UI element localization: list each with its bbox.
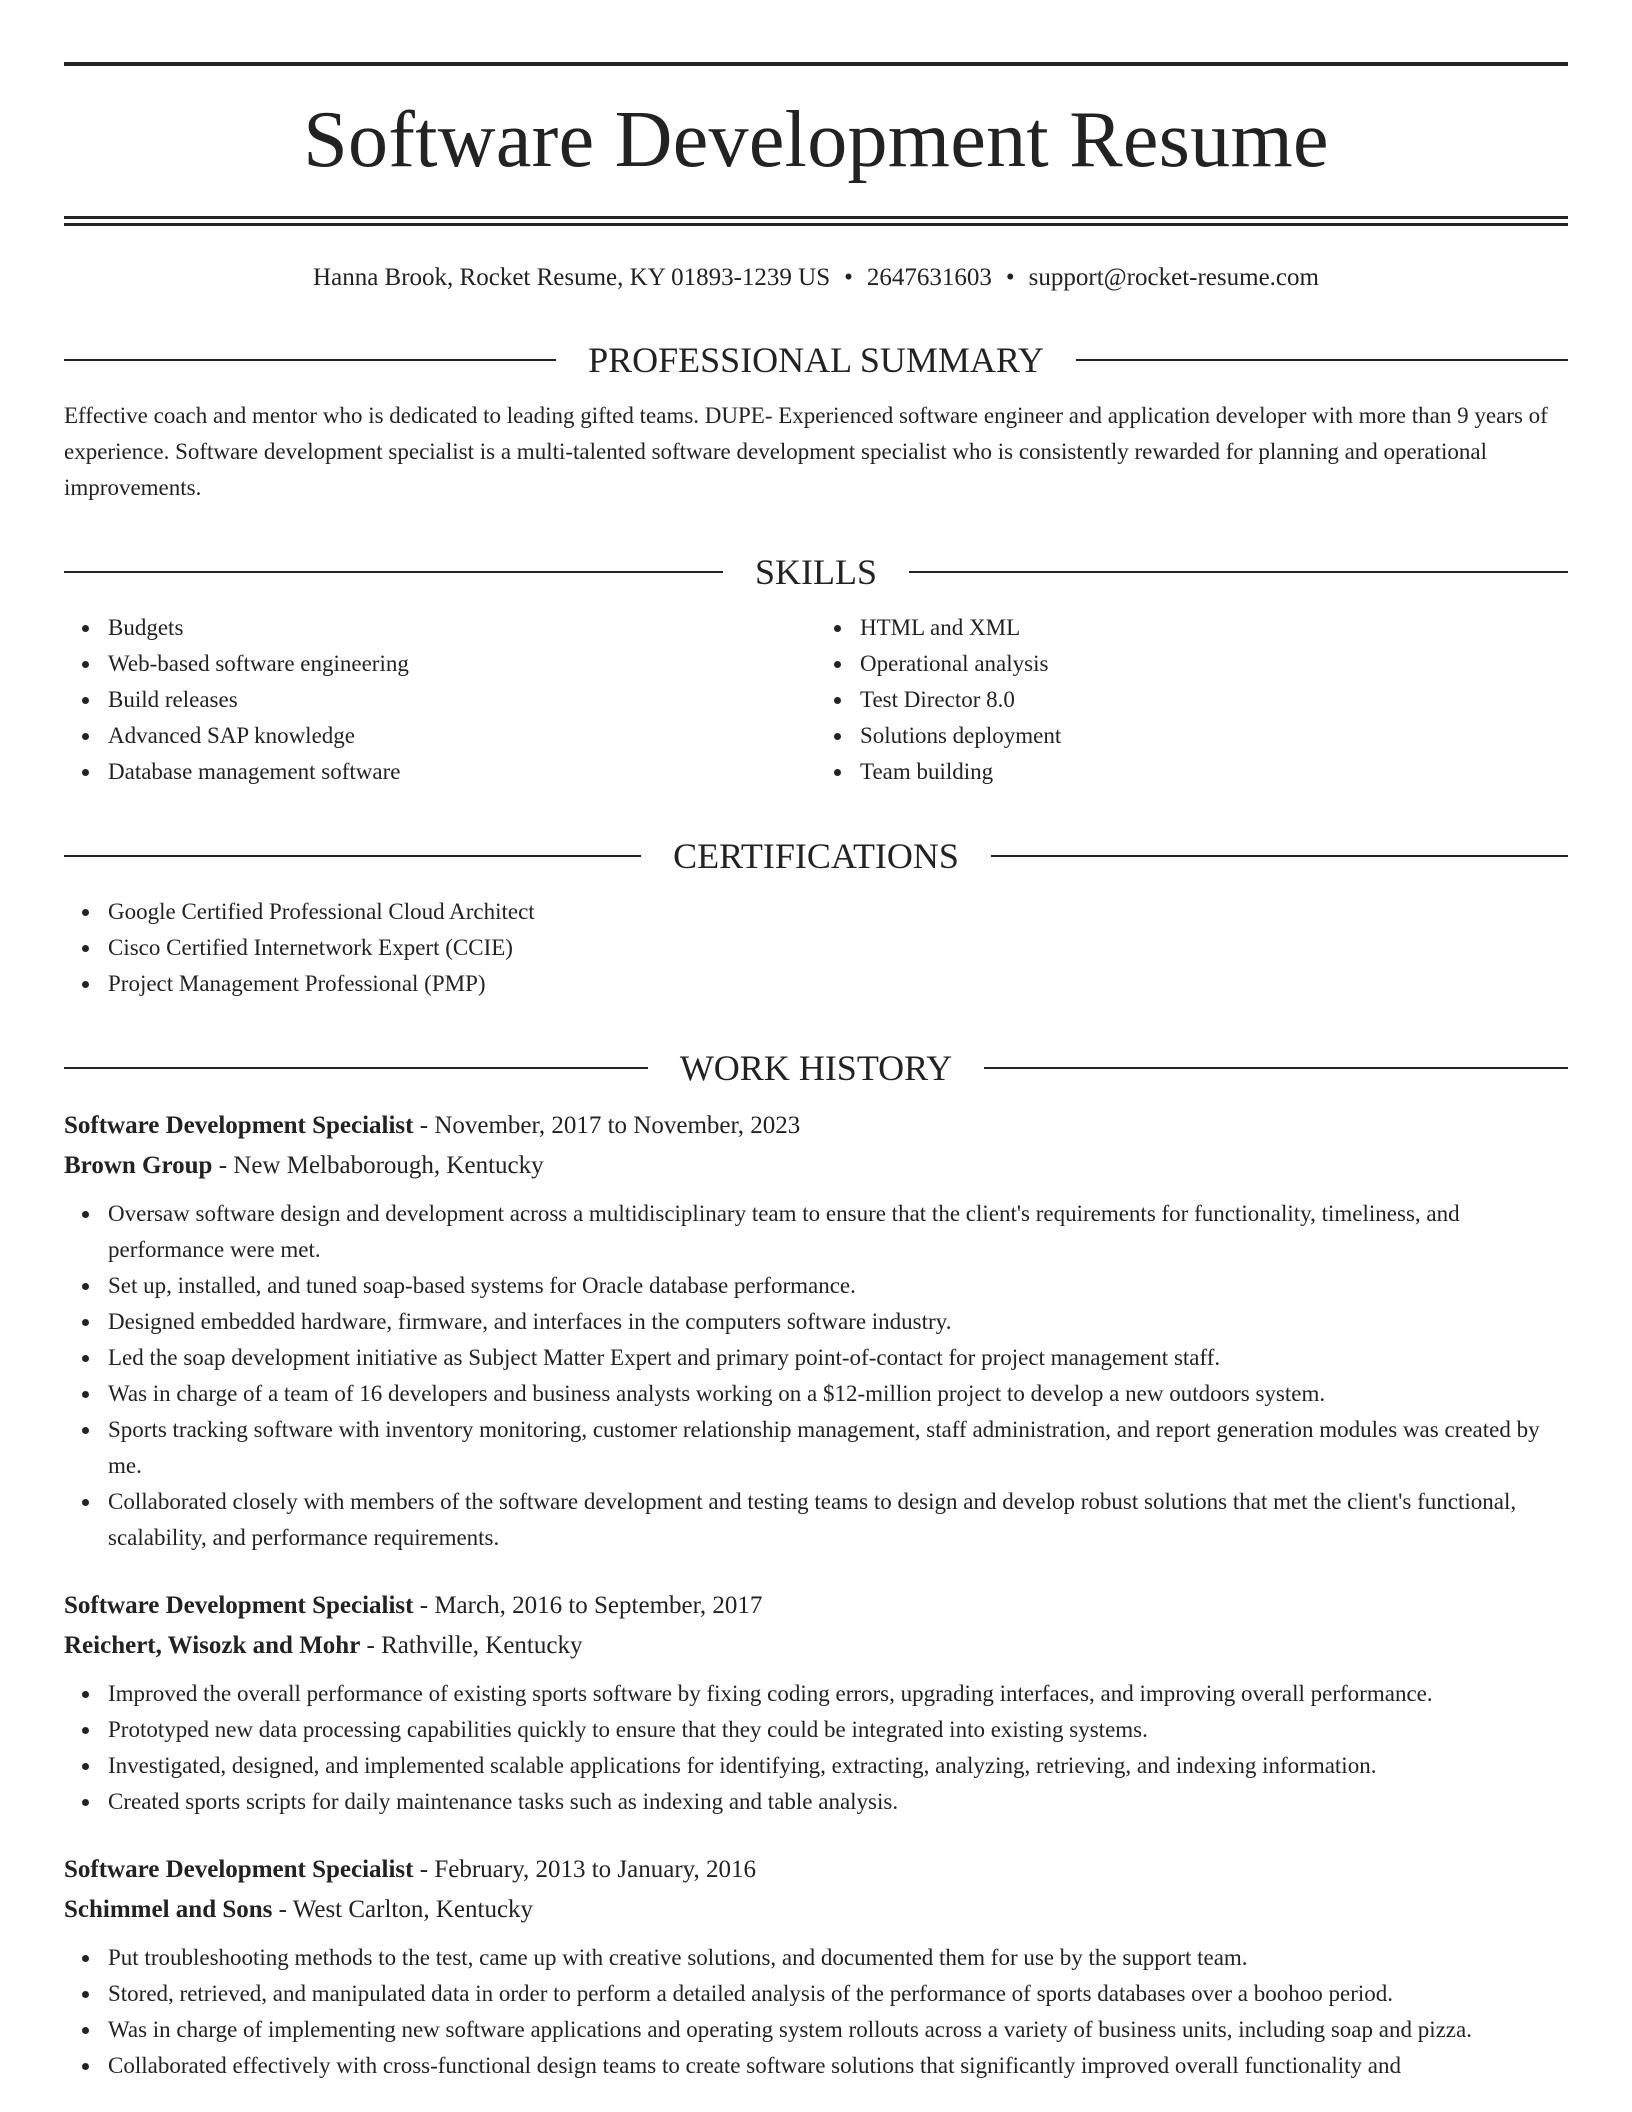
- job-bullet: Sports tracking software with inventory monitoring, customer relationship management, staff administration, and report generation modules was created by me.: [108, 1412, 1568, 1484]
- certification-item: Cisco Certified Internetwork Expert (CCIE): [108, 930, 1568, 966]
- section-rule-right: [1076, 359, 1568, 361]
- job-title-line: Software Development Specialist - November, 2017 to November, 2023: [64, 1112, 801, 1139]
- section-title-summary: PROFESSIONAL SUMMARY: [588, 340, 1044, 380]
- job-dates: March, 2016 to September, 2017: [434, 1592, 763, 1619]
- job-company-line: Schimmel and Sons - West Carlton, Kentucky: [64, 1896, 534, 1923]
- job-title: Software Development Specialist: [64, 1112, 414, 1139]
- job-location: West Carlton, Kentucky: [292, 1896, 534, 1923]
- skill-item: Web-based software engineering: [108, 646, 816, 682]
- skill-item: Advanced SAP knowledge: [108, 718, 816, 754]
- job-bullet: Collaborated closely with members of the software development and testing teams to design and develop robust solutions that met the client's functional, scalability, and performance requirements.: [108, 1484, 1568, 1556]
- job-bullet: Was in charge of a team of 16 developers and business analysts working on a $12-million project to develop a new outdoors system.: [108, 1376, 1568, 1412]
- job-company-line: Reichert, Wisozk and Mohr - Rathville, Kentucky: [64, 1632, 583, 1659]
- job-company: Reichert, Wisozk and Mohr: [64, 1632, 361, 1659]
- job-dates: February, 2013 to January, 2016: [434, 1856, 757, 1883]
- contact-address: Hanna Brook, Rocket Resume, KY 01893-1239 US: [313, 264, 831, 291]
- skills-column-right: [816, 610, 1568, 790]
- section-header-certifications: [64, 836, 1568, 876]
- skill-item: Solutions deployment: [860, 718, 1568, 754]
- job-bullet: Investigated, designed, and implemented scalable applications for identifying, extracting, analyzing, retrieving, and indexing information.: [108, 1748, 1568, 1784]
- skill-item: HTML and XML: [860, 610, 1568, 646]
- job-company: Brown Group: [64, 1152, 213, 1179]
- section-rule-left: [64, 359, 556, 361]
- skill-item: Database management software: [108, 754, 816, 790]
- section-rule-right: [909, 571, 1568, 573]
- job-title-line: Software Development Specialist - March, 2016 to September, 2017: [64, 1592, 763, 1619]
- job-bullet: Prototyped new data processing capabilities quickly to ensure that they could be integrated into existing systems.: [108, 1712, 1568, 1748]
- job-entry: [64, 1850, 1568, 2084]
- skill-item: Build releases: [108, 682, 816, 718]
- contact-line: [64, 262, 1568, 294]
- job-location: New Melbaborough, Kentucky: [233, 1152, 544, 1179]
- job-bullet: Led the soap development initiative as Subject Matter Expert and primary point-of-contact for project management staff.: [108, 1340, 1568, 1376]
- job-bullet: Collaborated effectively with cross-functional design teams to create software solutions that significantly improved overall functionality and: [108, 2048, 1568, 2084]
- section-rule-left: [64, 855, 641, 857]
- job-bullets: [64, 1940, 1568, 2084]
- resume-page: [64, 62, 1568, 2084]
- job-company-line: Brown Group - New Melbaborough, Kentucky: [64, 1152, 544, 1179]
- certification-item: Project Management Professional (PMP): [108, 966, 1568, 1002]
- job-dates: November, 2017 to November, 2023: [434, 1112, 801, 1139]
- job-location: Rathville, Kentucky: [381, 1632, 583, 1659]
- skills-column-left: [64, 610, 816, 790]
- section-title-work-history: WORK HISTORY: [679, 1048, 953, 1088]
- job-bullet: Oversaw software design and development across a multidisciplinary team to ensure that the client's requirements for functionality, timeliness, and performance were met.: [108, 1196, 1568, 1268]
- job-bullet: Created sports scripts for daily maintenance tasks such as indexing and table analysis.: [108, 1784, 1568, 1820]
- job-bullets: [64, 1196, 1568, 1556]
- job-entry: [64, 1586, 1568, 1820]
- job-title: Software Development Specialist: [64, 1856, 414, 1883]
- section-title-certifications: CERTIFICATIONS: [673, 836, 959, 876]
- section-header-work-history: [64, 1048, 1568, 1088]
- job-bullet: Was in charge of implementing new software applications and operating system rollouts across a variety of business units, including soap and pizza.: [108, 2012, 1568, 2048]
- certification-item: Google Certified Professional Cloud Architect: [108, 894, 1568, 930]
- section-rule-right: [991, 855, 1568, 857]
- job-bullet: Put troubleshooting methods to the test, came up with creative solutions, and documented them for use by the support team.: [108, 1940, 1568, 1976]
- job-bullet: Designed embedded hardware, firmware, and interfaces in the computers software industry.: [108, 1304, 1568, 1340]
- page-title: Software Development Resume: [303, 96, 1329, 184]
- title-rule-top: [64, 62, 1568, 66]
- job-bullets: [64, 1676, 1568, 1820]
- section-rule-right: [984, 1067, 1568, 1069]
- job-bullet: Improved the overall performance of existing sports software by fixing coding errors, upgrading interfaces, and improving overall performance.: [108, 1676, 1568, 1712]
- job-bullet: Set up, installed, and tuned soap-based systems for Oracle database performance.: [108, 1268, 1568, 1304]
- contact-phone: 2647631603: [866, 264, 992, 291]
- title-rule-bottom: [64, 216, 1568, 226]
- skill-item: Test Director 8.0: [860, 682, 1568, 718]
- job-company: Schimmel and Sons: [64, 1896, 273, 1923]
- skill-item: Budgets: [108, 610, 816, 646]
- skills-list: [64, 610, 1568, 790]
- job-title: Software Development Specialist: [64, 1592, 414, 1619]
- skill-item: Operational analysis: [860, 646, 1568, 682]
- job-entry: [64, 1106, 1568, 1556]
- certifications-list: [64, 894, 1568, 1002]
- job-bullet: Stored, retrieved, and manipulated data in order to perform a detailed analysis of the performance of sports databases over a boohoo period.: [108, 1976, 1568, 2012]
- contact-separator: •: [1005, 264, 1015, 291]
- section-title-skills: SKILLS: [755, 552, 878, 592]
- job-title-line: Software Development Specialist - February, 2013 to January, 2016: [64, 1856, 757, 1883]
- skill-item: Team building: [860, 754, 1568, 790]
- summary-text: Effective coach and mentor who is dedicated to leading gifted teams. DUPE- Experienced software engineer and application developer with more than 9 years of experience. Software development specialist is a multi-talented software development specialist who is consistently rewarded for planning and operational improvements.: [64, 403, 1548, 500]
- section-rule-left: [64, 571, 723, 573]
- section-header-summary: [64, 340, 1568, 380]
- contact-email: support@rocket-resume.com: [1028, 264, 1319, 291]
- section-rule-left: [64, 1067, 648, 1069]
- section-header-skills: [64, 552, 1568, 592]
- contact-separator: •: [844, 264, 853, 291]
